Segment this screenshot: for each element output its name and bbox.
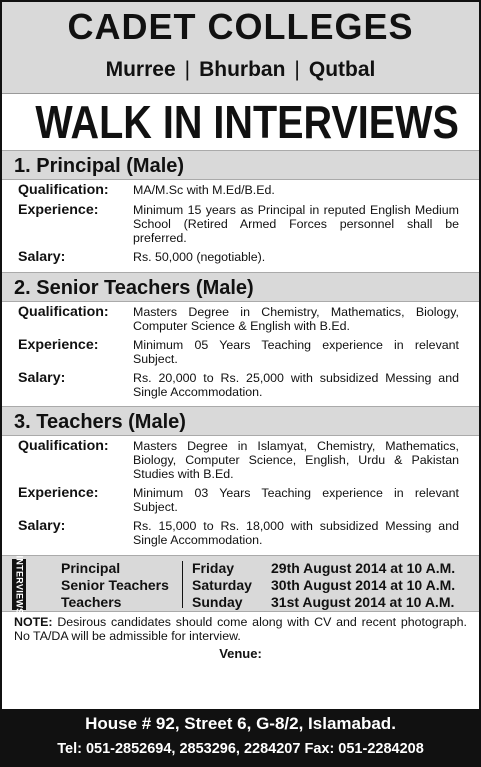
schedule-time: 2014 at 10 A.M. [354, 594, 455, 610]
header [2, 2, 479, 94]
position-heading: 3. Teachers (Male) [2, 406, 479, 436]
location-bhurban: Bhurban [199, 58, 286, 81]
contact-numbers: Tel: 051-2852694, 2853296, 2284207 Fax: 051-2284208 [57, 741, 424, 757]
schedule-post: Principal [61, 560, 121, 576]
schedule-date: 30th August [271, 577, 352, 593]
schedule-time: 2014 at 10 A.M. [355, 577, 456, 593]
detail-label: Experience: [18, 337, 99, 353]
position-heading: 2. Senior Teachers (Male) [2, 272, 479, 302]
schedule-date-row [271, 577, 455, 594]
note [2, 612, 479, 643]
detail-value: MA/M.Sc with M.Ed/B.Ed. [133, 183, 275, 197]
location-qutbal: Qutbal [308, 58, 376, 81]
schedule-post: Teachers [61, 594, 122, 610]
interviews-tab-label: INTERVIEWS [14, 555, 24, 614]
schedule-dates [271, 560, 455, 611]
position-details [2, 180, 479, 272]
detail-value: Minimum 15 years as Principal in reputed English Medium School (Retired Armed Forces personnel shall be preferred. [133, 203, 459, 245]
detail-row [2, 519, 479, 547]
schedule-date-row [271, 560, 455, 577]
detail-row [2, 439, 479, 481]
detail-row [2, 486, 479, 514]
detail-label: Qualification: [18, 304, 109, 320]
interviews-tab [12, 555, 26, 614]
detail-row [2, 305, 479, 333]
detail-row [2, 203, 479, 245]
position-details [2, 302, 479, 406]
detail-value: Masters Degree in Chemistry, Mathematics, Biology, Computer Science & English with B.Ed. [133, 305, 459, 333]
schedule-post: Senior Teachers [61, 577, 169, 593]
position-heading: 1. Principal (Male) [2, 150, 479, 180]
headline: WALK IN INTERVIEWS [35, 96, 459, 148]
detail-value: Minimum 03 Years Teaching experience in relevant Subject. [133, 486, 459, 514]
detail-row [2, 338, 479, 366]
schedule-date: 29th August [271, 560, 352, 576]
detail-value: Minimum 05 Years Teaching experience in relevant Subject. [133, 338, 459, 366]
detail-row [2, 371, 479, 399]
location-murree: Murree [105, 58, 176, 81]
detail-value: Masters Degree in Islamyat, Chemistry, Mathematics, Biology, Computer Science, English, Urdu & Pakistan Studies with B.Ed. [133, 439, 459, 481]
schedule-date-row [271, 594, 455, 611]
schedule-day: Sunday [192, 594, 243, 610]
detail-label: Qualification: [18, 438, 109, 454]
locations [2, 58, 479, 82]
schedule-day: Saturday [192, 577, 252, 593]
footer [2, 709, 479, 765]
detail-value: Rs. 50,000 (negotiable). [133, 250, 266, 264]
schedule-date: 31st August [271, 594, 351, 610]
detail-row [2, 183, 479, 198]
detail-label: Experience: [18, 485, 99, 501]
schedule-posts [61, 560, 169, 611]
location-separator: | [294, 58, 300, 81]
page-title: CADET COLLEGES [67, 6, 414, 47]
venue-label: Venue: [219, 646, 262, 661]
venue-address: House # 92, Street 6, G-8/2, Islamabad. [85, 714, 396, 733]
detail-label: Salary: [18, 249, 66, 265]
detail-row [2, 250, 479, 265]
detail-label: Experience: [18, 202, 99, 218]
detail-label: Salary: [18, 518, 66, 534]
detail-label: Salary: [18, 370, 66, 386]
position-details [2, 436, 479, 554]
detail-value: Rs. 15,000 to Rs. 18,000 with subsidized Messing and Single Accommodation. [133, 519, 459, 547]
note-text: Desirous candidates should come along with CV and recent photograph. No TA/DA will be admissible for interview. [14, 615, 467, 643]
schedule-time: 2014 at 10 A.M. [355, 560, 456, 576]
detail-label: Qualification: [18, 182, 109, 198]
schedule-day: Friday [192, 560, 235, 576]
interview-schedule [2, 555, 479, 612]
location-separator: | [184, 58, 191, 81]
schedule-divider [182, 561, 183, 608]
detail-value: Rs. 20,000 to Rs. 25,000 with subsidized Messing and Single Accommodation. [133, 371, 459, 399]
schedule-days [192, 560, 262, 611]
note-label: NOTE: [14, 615, 53, 629]
